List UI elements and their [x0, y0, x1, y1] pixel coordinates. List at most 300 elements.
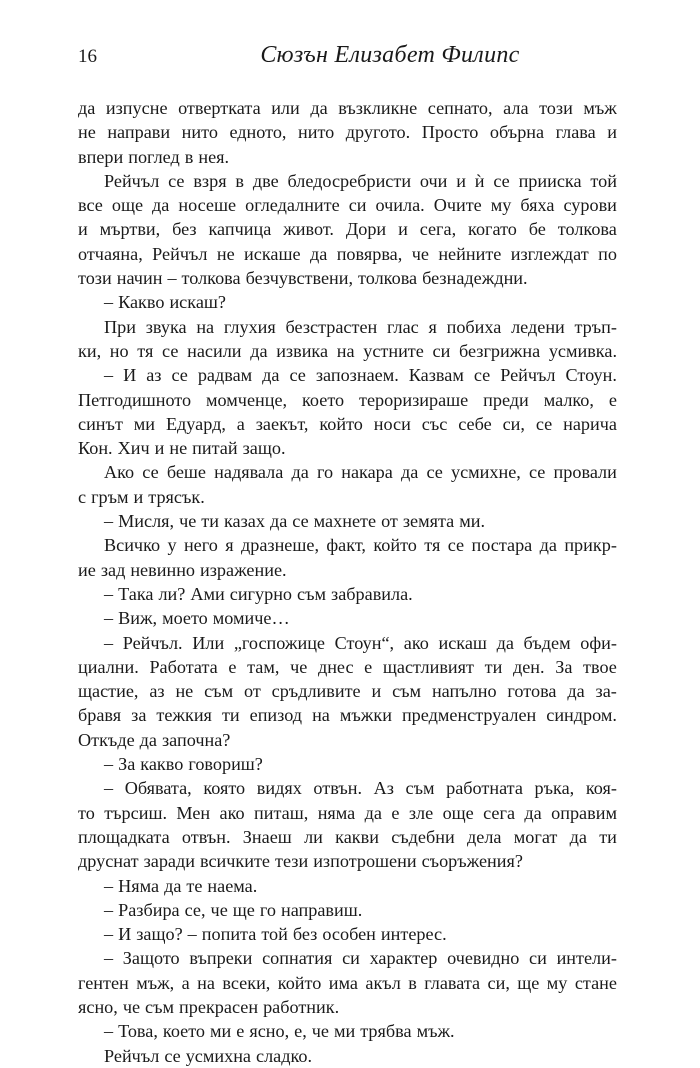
word: –: [104, 899, 114, 920]
word: глухия: [223, 316, 276, 337]
word: да: [569, 826, 587, 847]
word: да: [250, 340, 268, 361]
word: циални.: [78, 656, 139, 677]
word: нито: [181, 122, 218, 143]
word: се: [535, 413, 553, 434]
word: напълно: [431, 681, 497, 702]
word: е: [364, 656, 373, 677]
word: отчаяна,: [78, 243, 143, 264]
word: интели-: [556, 948, 617, 969]
word: бяха: [520, 195, 555, 216]
word: го: [316, 462, 334, 483]
word: мъртви,: [99, 219, 161, 240]
word: твое: [583, 656, 617, 677]
word: днес: [317, 656, 354, 677]
word: епизод: [249, 705, 303, 726]
word: Работата: [149, 656, 218, 677]
word: а: [181, 972, 190, 993]
word: мъж: [583, 98, 617, 118]
word: да: [164, 875, 182, 896]
word: който: [277, 972, 322, 993]
text-line: [78, 266, 617, 290]
text-line: [78, 436, 617, 460]
word: да: [496, 632, 514, 653]
word: се: [162, 340, 179, 361]
word: изглеждат: [510, 243, 589, 264]
word: Казвам: [408, 365, 464, 386]
word: съм: [405, 778, 435, 799]
word: беше: [166, 462, 206, 483]
text-line: [78, 460, 617, 484]
text-line: [78, 485, 617, 509]
word: ми: [334, 1021, 356, 1042]
word: безчувствени,: [245, 268, 354, 289]
word: я: [225, 535, 234, 556]
word: да: [309, 243, 328, 264]
word: се: [493, 170, 510, 191]
word: мъжки: [339, 705, 392, 726]
word: интерес.: [380, 924, 447, 945]
word: сладко.: [256, 1045, 313, 1066]
word: в: [235, 170, 244, 191]
word: глава: [555, 122, 596, 143]
word: че: [210, 899, 228, 920]
word: поглед: [128, 146, 180, 167]
word: и: [607, 122, 617, 143]
word: трясък.: [148, 486, 205, 507]
word: гръм: [91, 486, 129, 507]
word: има: [328, 972, 358, 993]
word: сигурно: [229, 583, 293, 604]
word: не: [78, 122, 96, 143]
word: всеки,: [222, 972, 271, 993]
word: работник.: [263, 996, 340, 1017]
word: Откъде: [78, 729, 135, 750]
word: да: [139, 729, 157, 750]
word: всичките: [199, 851, 271, 872]
word: отвертката: [178, 98, 261, 118]
text-line: [78, 995, 617, 1019]
word: изпотрошени: [313, 851, 417, 872]
word: Едуард,: [165, 413, 226, 434]
word: стане: [574, 972, 617, 993]
word: впери: [78, 146, 124, 167]
running-header-author: Сюзън Елизабет Филипс: [260, 42, 520, 68]
word: без: [292, 924, 318, 945]
word: наема.: [207, 875, 258, 896]
word: ти: [484, 656, 503, 677]
text-line: [78, 922, 617, 946]
word: ѝ: [474, 170, 485, 191]
word: оправим: [551, 802, 617, 823]
text-line: [78, 898, 617, 922]
text-line: [78, 825, 617, 849]
word: те: [186, 875, 203, 896]
word: –: [104, 511, 114, 532]
word: мъж.: [416, 1021, 455, 1042]
word: съм: [392, 681, 422, 702]
word: безгрижна: [458, 340, 541, 361]
word: готова: [507, 681, 557, 702]
word: усмихне,: [451, 462, 521, 483]
word: да: [400, 462, 419, 483]
word: усмихна: [185, 1045, 251, 1066]
word: моето: [162, 608, 208, 629]
word: ако: [403, 632, 429, 653]
word: Просто: [421, 122, 479, 143]
word: ледени: [511, 316, 565, 337]
word: въпреки: [189, 948, 253, 969]
word: тежкия: [156, 705, 212, 726]
word: със: [421, 413, 448, 434]
word: невинно: [130, 559, 196, 580]
word: побиха: [446, 316, 502, 337]
word: главата: [424, 972, 481, 993]
word: площадката: [78, 826, 170, 847]
word: –: [104, 924, 114, 945]
text-line: [78, 290, 617, 314]
text-line: [78, 509, 617, 533]
word: защо.: [242, 438, 286, 459]
word: да: [539, 535, 557, 556]
word: –: [104, 583, 114, 604]
word: тези: [275, 851, 309, 872]
word: щастие,: [78, 681, 139, 702]
text-line: [78, 679, 617, 703]
word: си: [432, 340, 451, 361]
book-page-body: [78, 96, 617, 1068]
word: е: [391, 802, 400, 823]
word: ясно,: [249, 1021, 290, 1042]
word: Дори: [345, 219, 387, 240]
word: тя: [137, 340, 154, 361]
word: сега: [483, 802, 516, 823]
word: ли: [304, 826, 323, 847]
word: си,: [487, 972, 510, 993]
word: е: [608, 389, 617, 410]
word: аз: [149, 681, 165, 702]
word: коя-: [585, 778, 617, 799]
word: че: [311, 1021, 330, 1042]
word: Рейчъл: [104, 170, 160, 191]
word: ми.: [459, 511, 486, 532]
word: работната: [446, 778, 523, 799]
word: изпусне: [105, 98, 168, 118]
word: забравила.: [331, 583, 413, 604]
word: звука: [145, 316, 187, 337]
word: не: [175, 681, 194, 702]
word: характер: [369, 948, 438, 969]
word: –: [104, 292, 114, 313]
word: себе: [458, 413, 492, 434]
word: питай: [192, 438, 238, 459]
word: искаше: [244, 243, 301, 264]
word: Рейчъл: [152, 243, 208, 264]
word: офи-: [580, 632, 617, 653]
word: започна?: [161, 729, 231, 750]
word: прекрасен: [179, 996, 259, 1017]
word: ти: [599, 826, 617, 847]
text-line: [78, 946, 617, 970]
word: Аз: [373, 778, 394, 799]
word: да: [364, 802, 382, 823]
word: И: [118, 924, 132, 945]
word: се: [426, 462, 443, 483]
text-line: [78, 120, 617, 144]
text-line: [78, 363, 617, 387]
word: очила.: [375, 195, 425, 216]
text-line: [78, 1044, 617, 1068]
word: Какво: [118, 292, 165, 313]
word: изражение.: [200, 559, 287, 580]
word: взря: [193, 170, 227, 191]
word: –: [104, 365, 114, 386]
word: особен: [322, 924, 376, 945]
word: я: [428, 316, 437, 337]
text-line: [78, 631, 617, 655]
word: направиш.: [280, 899, 363, 920]
word: видях: [256, 778, 302, 799]
word: сепнато,: [427, 98, 493, 118]
text-line: [78, 315, 617, 339]
word: аз: [146, 365, 162, 386]
word: извика: [276, 340, 329, 361]
text-line: [78, 533, 617, 557]
word: нея.: [198, 146, 230, 167]
word: накара: [341, 462, 393, 483]
word: –: [104, 1021, 114, 1042]
word: нейните: [438, 243, 502, 264]
word: у: [167, 535, 177, 556]
word: повярва,: [336, 243, 403, 264]
word: то: [78, 802, 95, 823]
word: живот.: [283, 219, 334, 240]
word: този: [539, 98, 573, 118]
word: и: [154, 438, 165, 459]
word: а: [236, 413, 245, 434]
text-line: [78, 752, 617, 776]
word: да: [310, 98, 328, 118]
word: съоръжения?: [421, 851, 523, 872]
word: могат: [513, 826, 558, 847]
word: търсиш.: [104, 802, 168, 823]
word: сега,: [419, 219, 457, 240]
word: се: [164, 1045, 181, 1066]
word: там,: [247, 656, 280, 677]
word: се: [171, 365, 188, 386]
word: питаш,: [254, 802, 309, 823]
word: се: [289, 365, 306, 386]
word: в: [184, 146, 194, 167]
text-line: [78, 169, 617, 193]
word: дразнеше,: [240, 535, 320, 556]
word: ие: [78, 559, 96, 580]
word: Разбира: [118, 899, 180, 920]
word: се: [142, 462, 159, 483]
word: и: [398, 219, 408, 240]
word: „госпожице: [233, 632, 326, 653]
text-line: [78, 145, 617, 169]
word: бъдем: [523, 632, 571, 653]
word: му: [546, 972, 568, 993]
word: провали: [553, 462, 617, 483]
word: да: [78, 98, 96, 118]
word: глас: [386, 316, 419, 337]
word: когато: [468, 219, 517, 240]
word: казах: [223, 511, 265, 532]
word: –: [104, 778, 114, 799]
word: носеше: [178, 195, 237, 216]
word: заради: [143, 851, 195, 872]
word: което: [302, 389, 345, 410]
word: да: [152, 195, 170, 216]
word: малко,: [543, 389, 594, 410]
word: който: [373, 535, 417, 556]
word: направи: [107, 122, 171, 143]
text-line: [78, 339, 617, 363]
word: и: [456, 170, 466, 191]
text-line: [78, 703, 617, 727]
word: ми: [210, 1021, 232, 1042]
word: устните: [363, 340, 424, 361]
word: две: [252, 170, 279, 191]
word: носи: [373, 413, 411, 434]
word: и: [133, 486, 144, 507]
word: в: [408, 972, 417, 993]
word: дела: [467, 826, 502, 847]
word: Това,: [118, 1021, 158, 1042]
word: отвън.: [313, 778, 363, 799]
text-line: [78, 217, 617, 241]
word: е,: [294, 1021, 307, 1042]
word: която: [203, 778, 246, 799]
word: –: [167, 268, 177, 289]
word: акъл: [365, 972, 401, 993]
word: бе: [528, 219, 546, 240]
word: да: [262, 365, 280, 386]
word: При: [104, 316, 136, 337]
word: зад: [100, 559, 126, 580]
text-line: [78, 558, 617, 582]
word: ще: [232, 899, 255, 920]
word: си: [342, 948, 360, 969]
word: сръдливите: [271, 681, 361, 702]
word: очи: [419, 170, 448, 191]
word: да: [524, 802, 542, 823]
word: прикр-: [564, 535, 617, 556]
word: толкова: [181, 268, 241, 289]
word: че: [290, 656, 308, 677]
word: едното,: [229, 122, 287, 143]
word: тръп-: [574, 316, 617, 337]
word: другото.: [345, 122, 411, 143]
word: ще: [517, 972, 540, 993]
word: Хич: [117, 438, 150, 459]
word: За: [555, 656, 573, 677]
word: трябва: [360, 1021, 412, 1042]
word: няма: [317, 802, 356, 823]
text-line: [78, 874, 617, 898]
word: какво: [140, 754, 184, 775]
word: все: [78, 195, 103, 216]
word: факт,: [326, 535, 366, 556]
word: че: [411, 243, 429, 264]
word: радвам: [197, 365, 253, 386]
word: по: [598, 243, 617, 264]
word: на: [312, 705, 330, 726]
word: Всичко: [104, 535, 161, 556]
word: Кон.: [78, 438, 113, 459]
word: си: [348, 195, 367, 216]
word: съм: [145, 996, 175, 1017]
word: защо?: [136, 924, 183, 945]
word: за: [131, 705, 147, 726]
word: Мен: [176, 802, 211, 823]
word: попита: [201, 924, 257, 945]
word: с: [78, 486, 87, 507]
word: него: [183, 535, 218, 556]
word: какви: [335, 826, 379, 847]
word: че: [179, 511, 197, 532]
text-line: [78, 242, 617, 266]
word: Така: [118, 583, 154, 604]
word: от: [381, 511, 398, 532]
word: съдебни: [391, 826, 455, 847]
word: ясно,: [78, 996, 118, 1017]
word: Няма: [118, 875, 160, 896]
word: съм: [204, 681, 234, 702]
word: нито: [297, 122, 335, 143]
text-line: [78, 728, 617, 752]
word: толкова: [557, 219, 617, 240]
word: синът: [78, 413, 123, 434]
word: безнадеждни.: [422, 268, 528, 289]
word: му: [490, 195, 512, 216]
word: е: [236, 1021, 245, 1042]
text-line: [78, 412, 617, 436]
word: се: [292, 511, 309, 532]
word: земята: [402, 511, 455, 532]
text-line: [78, 606, 617, 630]
word: обърна: [489, 122, 545, 143]
word: постара: [471, 535, 533, 556]
word: преди: [483, 389, 529, 410]
word: този: [78, 268, 112, 289]
word: ала: [503, 98, 529, 118]
word: Стоун.: [565, 365, 617, 386]
word: бравя: [78, 705, 122, 726]
word: мъж,: [136, 972, 175, 993]
word: начин: [116, 268, 163, 289]
word: заекът,: [255, 413, 309, 434]
word: съм: [297, 583, 327, 604]
word: ако: [219, 802, 245, 823]
text-line: [78, 193, 617, 217]
word: насили: [187, 340, 242, 361]
word: че: [122, 996, 141, 1017]
word: Очите: [433, 195, 482, 216]
word: но: [109, 340, 129, 361]
word: Или: [192, 632, 225, 653]
word: предменструален: [401, 705, 537, 726]
text-line: [78, 388, 617, 412]
word: го: [259, 899, 276, 920]
word: Мисля,: [118, 511, 175, 532]
word: което: [162, 1021, 206, 1042]
word: надявала: [214, 462, 284, 483]
word: не: [169, 438, 188, 459]
word: се: [447, 535, 465, 556]
